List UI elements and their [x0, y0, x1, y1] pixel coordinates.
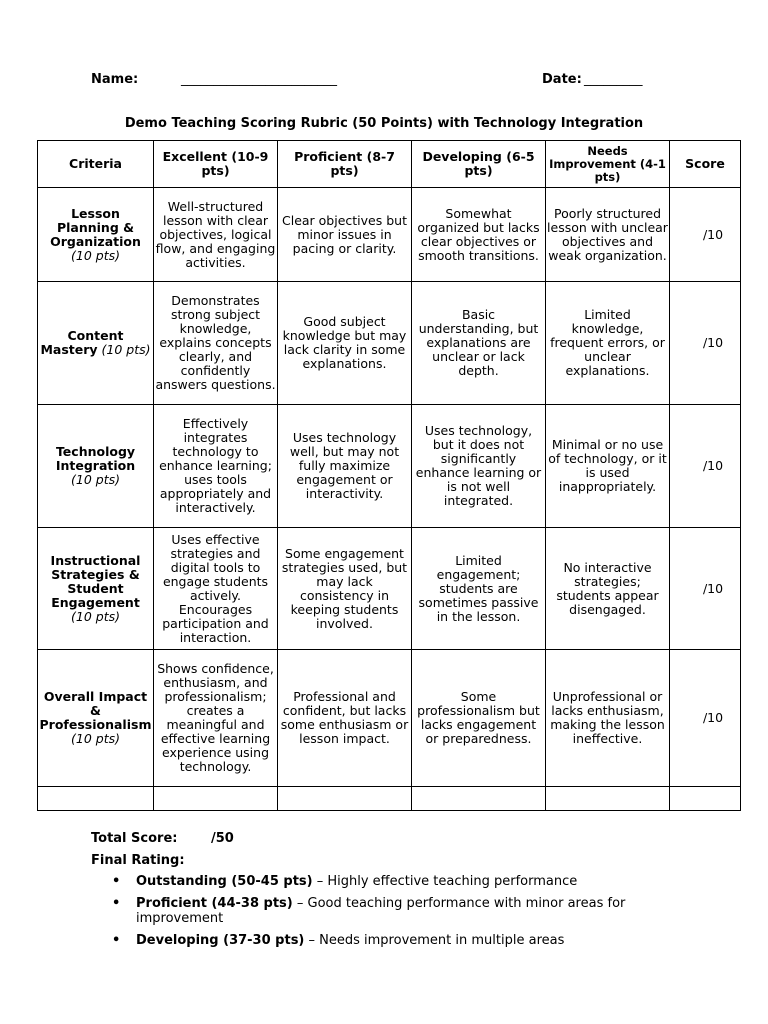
total-score-value: /50: [211, 831, 234, 846]
proficient-cell: Clear objectives but minor issues in pacing or clarity.: [278, 188, 412, 282]
excellent-cell: Shows confidence, enthusiasm, and professionalism; creates a meaningful and effective learning experience using technology.: [154, 650, 278, 787]
header-developing: Developing (6-5 pts): [412, 141, 546, 188]
criterion-cell: [38, 282, 154, 405]
criterion-name: Lesson Planning & Organization: [50, 205, 141, 249]
developing-cell: Somewhat organized but lacks clear objectives or smooth transitions.: [412, 188, 546, 282]
score-value: /10: [702, 710, 724, 725]
rating-label: Outstanding (50-45 pts): [136, 874, 313, 889]
excellent-cell: Demonstrates strong subject knowledge, explains concepts clearly, and confidently answers questions.: [154, 282, 278, 405]
rating-list: [110, 874, 680, 955]
empty-cell: [278, 787, 412, 811]
final-rating-label: Final Rating:: [91, 853, 185, 868]
empty-cell: [546, 787, 670, 811]
developing-cell: Uses technology, but it does not significantly enhance learning or is not well integrated.: [412, 405, 546, 528]
criterion-points: (10 pts): [71, 472, 120, 487]
score-value: /10: [702, 226, 724, 242]
rating-description: – Good teaching performance with minor areas for improvement: [136, 896, 626, 926]
list-item: [110, 874, 680, 889]
total-score-line: [91, 831, 234, 846]
empty-cell: [154, 787, 278, 811]
needs-improvement-cell: Poorly structured lesson with unclear objectives and weak organization.: [546, 188, 670, 282]
criterion-name: Technology Integration: [55, 444, 136, 473]
header-score: Score: [670, 141, 741, 188]
proficient-cell: Good subject knowledge but may lack clarity in some explanations.: [278, 282, 412, 405]
list-item: [110, 896, 680, 926]
score-cell: [670, 650, 741, 787]
criterion-points: (10 pts): [101, 342, 151, 357]
criterion-name: Overall Impact & Professionalism: [39, 689, 152, 732]
criterion-cell: [38, 405, 154, 528]
needs-improvement-cell: Minimal or no use of technology, or it is used inappropriately.: [546, 405, 670, 528]
criterion-cell: [38, 188, 154, 282]
date-blank: _________: [584, 72, 643, 87]
criterion-points: (10 pts): [71, 608, 120, 624]
header-excellent: Excellent (10-9 pts): [154, 141, 278, 188]
criterion-points: (10 pts): [71, 247, 120, 263]
name-blank: ________________________: [181, 72, 337, 87]
criterion-points: (10 pts): [71, 731, 120, 746]
score-cell: [670, 188, 741, 282]
bullet-icon: •: [112, 933, 121, 948]
developing-cell: Limited engagement; students are sometimes passive in the lesson.: [412, 528, 546, 650]
excellent-cell: Effectively integrates technology to enhance learning; uses tools appropriately and interactively.: [154, 405, 278, 528]
needs-improvement-cell: No interactive strategies; students appear disengaged.: [546, 528, 670, 650]
developing-cell: Basic understanding, but explanations are unclear or lack depth.: [412, 282, 546, 405]
rubric-table: [37, 140, 741, 811]
needs-improvement-cell: Unprofessional or lacks enthusiasm, making the lesson ineffective.: [546, 650, 670, 787]
criterion-name: Content Mastery: [40, 328, 124, 357]
score-value: /10: [702, 580, 724, 596]
criterion-name: Instructional Strategies & Student Engagement: [50, 552, 141, 610]
needs-improvement-cell: Limited knowledge, frequent errors, or unclear explanations.: [546, 282, 670, 405]
total-score-label: Total Score:: [91, 831, 178, 846]
proficient-cell: Some engagement strategies used, but may lack consistency in keeping students involved.: [278, 528, 412, 650]
name-label: Name:: [91, 72, 139, 87]
rating-description: – Highly effective teaching performance: [312, 874, 578, 889]
empty-cell: [38, 787, 154, 811]
table-row: [38, 650, 741, 787]
excellent-cell: Well-structured lesson with clear objectives, logical flow, and engaging activities.: [154, 188, 278, 282]
date-label: Date:: [542, 72, 582, 87]
rating-label: Proficient (44-38 pts): [136, 896, 293, 911]
score-cell: [670, 405, 741, 528]
excellent-cell: Uses effective strategies and digital tools to engage students actively. Encourages participation and interaction.: [154, 528, 278, 650]
empty-cell: [670, 787, 741, 811]
header-needs-improvement: Needs Improvement (4-1 pts): [546, 141, 670, 188]
header-line: [0, 72, 768, 90]
table-row: [38, 405, 741, 528]
header-criteria: Criteria: [38, 141, 154, 188]
criterion-cell: [38, 528, 154, 650]
score-value: /10: [702, 335, 724, 350]
table-row: [38, 528, 741, 650]
table-row: [38, 188, 741, 282]
proficient-cell: Uses technology well, but may not fully maximize engagement or interactivity.: [278, 405, 412, 528]
rating-description: – Needs improvement in multiple areas: [304, 933, 565, 948]
developing-cell: Some professionalism but lacks engagement or preparedness.: [412, 650, 546, 787]
rating-label: Developing (37-30 pts): [136, 933, 305, 948]
header-proficient: Proficient (8-7 pts): [278, 141, 412, 188]
score-value: /10: [702, 458, 724, 473]
document-title: Demo Teaching Scoring Rubric (50 Points) with Technology Integration: [124, 116, 644, 131]
bullet-icon: •: [112, 874, 121, 889]
criterion-cell: [38, 650, 154, 787]
final-rating-heading: [91, 853, 185, 868]
score-cell: [670, 282, 741, 405]
score-cell: [670, 528, 741, 650]
empty-cell: [412, 787, 546, 811]
table-row: [38, 282, 741, 405]
table-header-row: [38, 141, 741, 188]
empty-row: [38, 787, 741, 811]
proficient-cell: Professional and confident, but lacks some enthusiasm or lesson impact.: [278, 650, 412, 787]
list-item: [110, 933, 680, 948]
bullet-icon: •: [112, 896, 121, 911]
